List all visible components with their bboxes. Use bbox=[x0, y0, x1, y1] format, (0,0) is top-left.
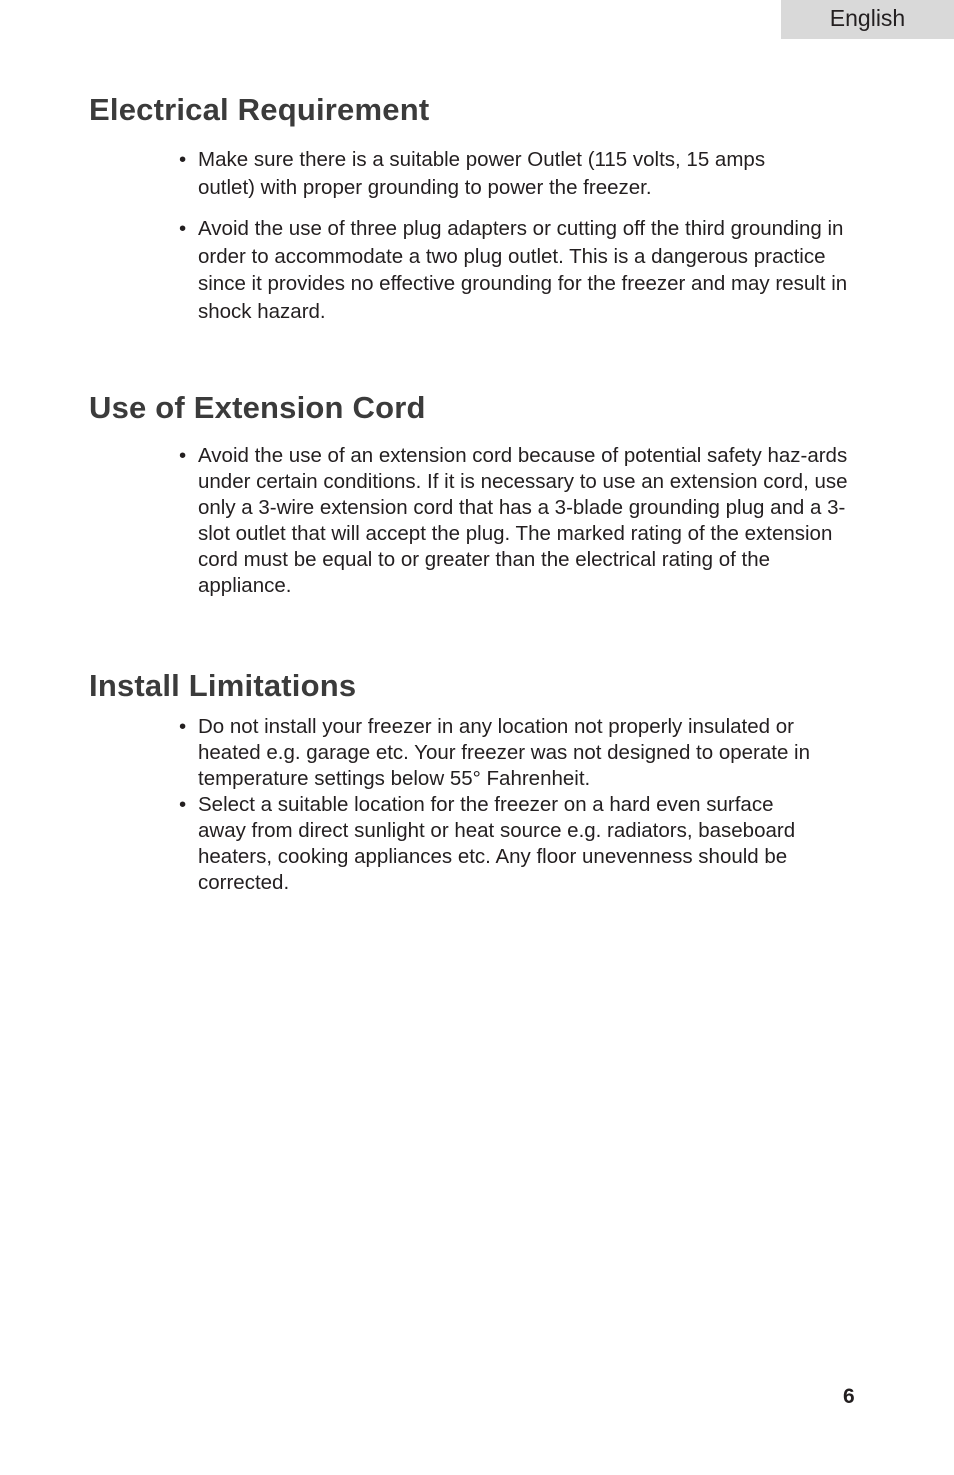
bullet-text: Make sure there is a suitable power Outlet (115 volts, 15 amps outlet) with proper grounding to power the freezer. bbox=[198, 148, 766, 199]
list-item bbox=[179, 792, 869, 896]
section-title-extension-cord: Use of Extension Cord bbox=[89, 390, 426, 425]
page-number: 6 bbox=[843, 1385, 855, 1408]
bullet-icon: • bbox=[179, 715, 187, 738]
bullet-text: Avoid the use of an extension cord because of potential safety haz-ards under certain conditions. If it is necessary to use an extension cord, use only a 3-wire extension cord that has a 3-blade grounding plug and a 3-slot outlet that will accept the plug. The marked rating of the extension cord must be equal to or greater than the electrical rating of the appliance. bbox=[198, 444, 848, 597]
list-item bbox=[179, 146, 869, 202]
list-item bbox=[179, 443, 869, 599]
electrical-requirement-list bbox=[179, 146, 869, 325]
section-title-install-limitations: Install Limitations bbox=[89, 668, 357, 703]
language-tab: English bbox=[781, 0, 954, 39]
bullet-icon: • bbox=[179, 444, 187, 467]
bullet-icon: • bbox=[179, 793, 187, 816]
bullet-text: Avoid the use of three plug adapters or cutting off the third grounding in order to accommodate a two plug outlet. This is a dangerous practice since it provides no effective grounding for the freezer and may result in shock hazard. bbox=[198, 217, 848, 323]
bullet-text: Do not install your freezer in any location not properly insulated or heated e.g. garage etc. Your freezer was not designed to operate in temperature settings below 55° Fahrenheit. bbox=[198, 715, 811, 790]
extension-cord-list bbox=[179, 443, 869, 599]
bullet-text: Select a suitable location for the freezer on a hard even surface away from direct sunlight or heat source e.g. radiators, baseboard heaters, cooking appliances etc. Any floor unevenness should be corrected. bbox=[198, 793, 796, 894]
list-item bbox=[179, 714, 869, 792]
bullet-icon: • bbox=[179, 217, 187, 240]
install-limitations-list bbox=[179, 714, 869, 896]
section-title-electrical-requirement: Electrical Requirement bbox=[89, 92, 430, 127]
list-item bbox=[179, 215, 869, 325]
bullet-icon: • bbox=[179, 148, 187, 171]
